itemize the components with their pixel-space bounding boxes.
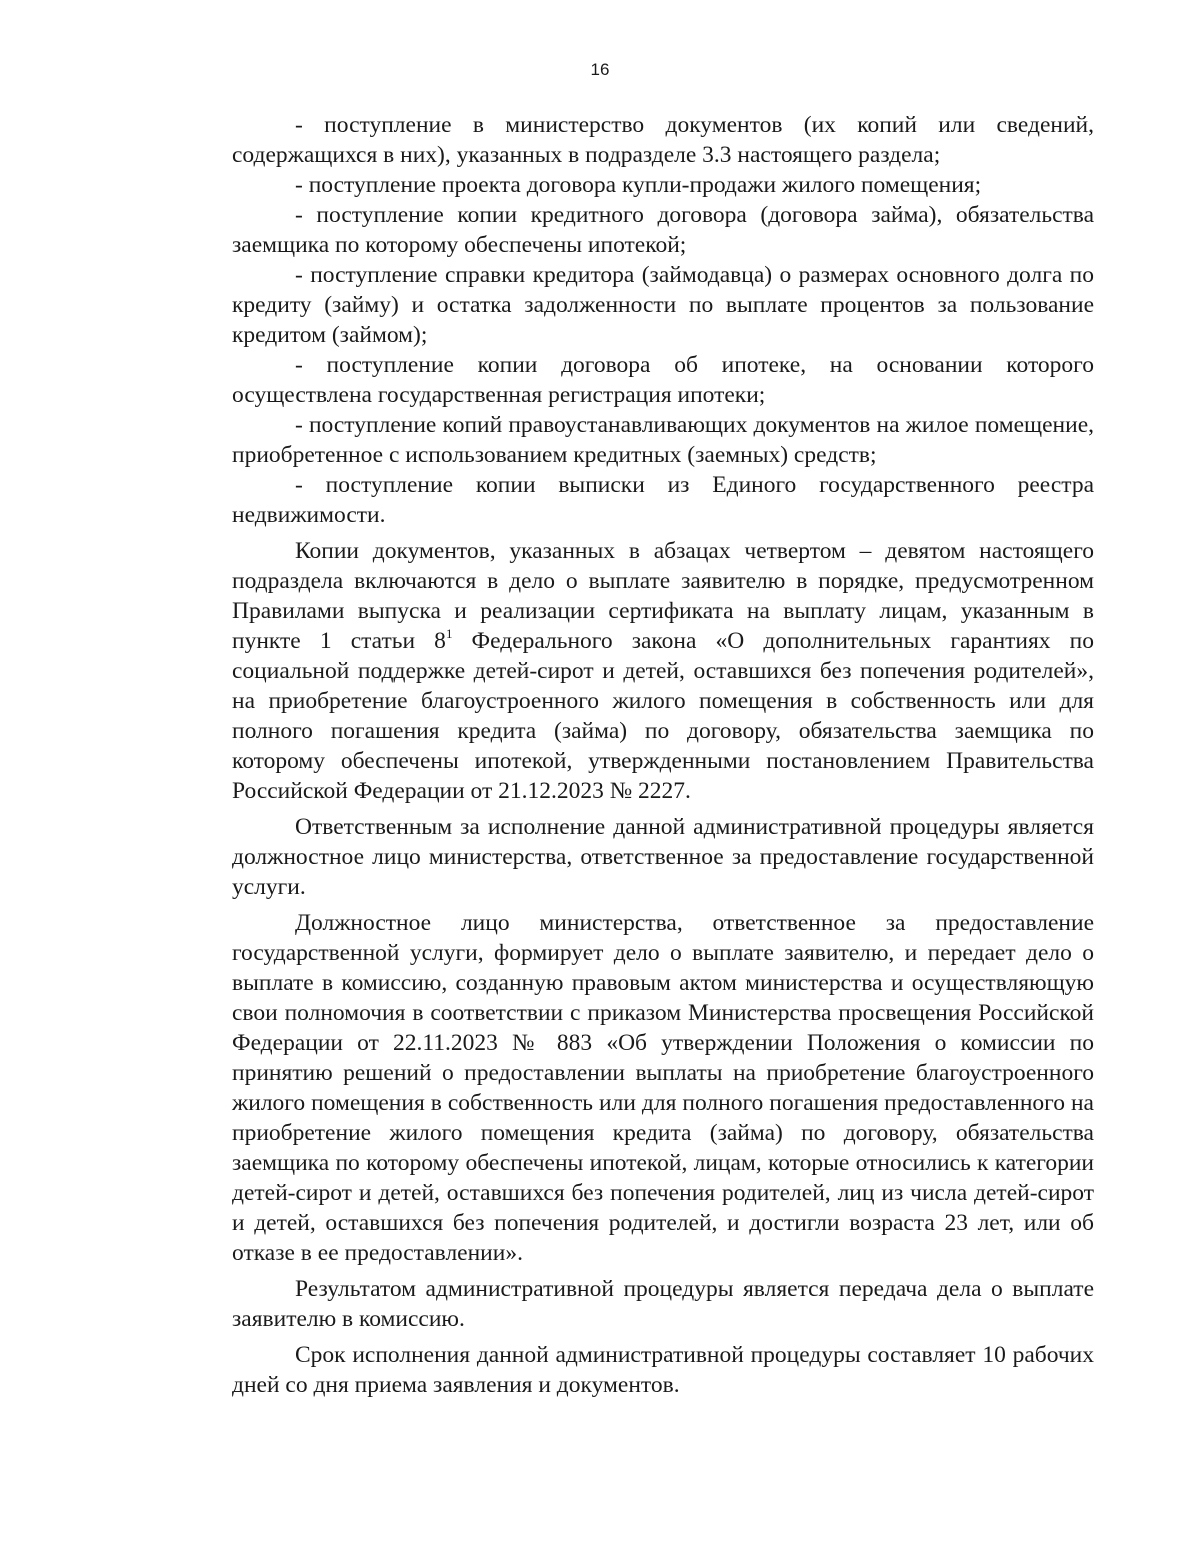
- list-item: - поступление копии выписки из Единого государственного реестра недвижимости.: [232, 472, 1094, 528]
- paragraph-deadline: Срок исполнения данной административной процедуры составляет 10 рабочих дней со дня приема заявления и документов.: [232, 1342, 1094, 1398]
- list-item: - поступление справки кредитора (займодавца) о размерах основного долга по кредиту (займу) и остатка задолженности по выплате процентов за пользование кредитом (займом);: [232, 262, 1094, 348]
- page-number: 16: [590, 60, 610, 79]
- superscript-article-number: 1: [445, 626, 453, 641]
- list-item: - поступление проекта договора купли-продажи жилого помещения;: [295, 172, 982, 198]
- paragraph-official-actions: Должностное лицо министерства, ответственное за предоставление государственной услуги, формирует дело о выплате заявителю, и передает дело о выплате в комиссию, созданную правовым актом министерства и осуществляющую свои полномочия в соответствии с приказом Министерства просвещения Российской Федерации от 22.11.2023 № 883 «Об утверждении Положения о комиссии по принятию решений о предоставлении выплаты на приобретение благоустроенного жилого помещения в собственность или для полного погашения предоставленного на приобретение жилого помещения кредита (займа) по договору, обязательства заемщика по которому обеспечены ипотекой, лицам, которые относились к категории детей-сирот и детей, оставшихся без попечения родителей, лиц из числа детей-сирот и детей, оставшихся без попечения родителей, и достигли возраста 23 лет, или об отказе в ее предоставлении».: [232, 910, 1094, 1266]
- paragraph-result: Результатом административной процедуры является передача дела о выплате заявителю в комиссию.: [232, 1276, 1094, 1332]
- list-item: - поступление копии кредитного договора (договора займа), обязательства заемщика по которому обеспечены ипотекой;: [232, 202, 1094, 258]
- paragraph-copies-text-end: Федерального закона «О дополнительных гарантиях по социальной поддержке детей-сирот и детей, оставшихся без попечения родителей», на приобретение благоустроенного жилого помещения в собственность или для полного погашения кредита (займа) по договору, обязательства заемщика по которому обеспечены ипотекой, утвержденными постановлением Правительства Российской Федерации от 21.12.2023 № 2227.: [232, 628, 1094, 804]
- paragraph-responsible: Ответственным за исполнение данной административной процедуры является должностное лицо министерства, ответственное за предоставление государственной услуги.: [232, 814, 1094, 900]
- document-body: [232, 110, 1094, 1400]
- list-item: - поступление в министерство документов (их копий или сведений, содержащихся в них), указанных в подразделе 3.3 настоящего раздела;: [232, 112, 1094, 168]
- list-item: - поступление копии договора об ипотеке, на основании которого осуществлена государственная регистрация ипотеки;: [232, 352, 1094, 408]
- list-item: - поступление копий правоустанавливающих документов на жилое помещение, приобретенное с использованием кредитных (заемных) средств;: [232, 412, 1094, 468]
- paragraph-copies: [232, 536, 1094, 806]
- paragraph-copies-text-start: Копии документов, указанных в абзацах четвертом – девятом настоящего подраздела включаются в дело о выплате заявителю в порядке, предусмотренном Правилами выпуска и реализации сертификата на выплату лицам, указанным в пункте 1 статьи 8: [232, 538, 1094, 654]
